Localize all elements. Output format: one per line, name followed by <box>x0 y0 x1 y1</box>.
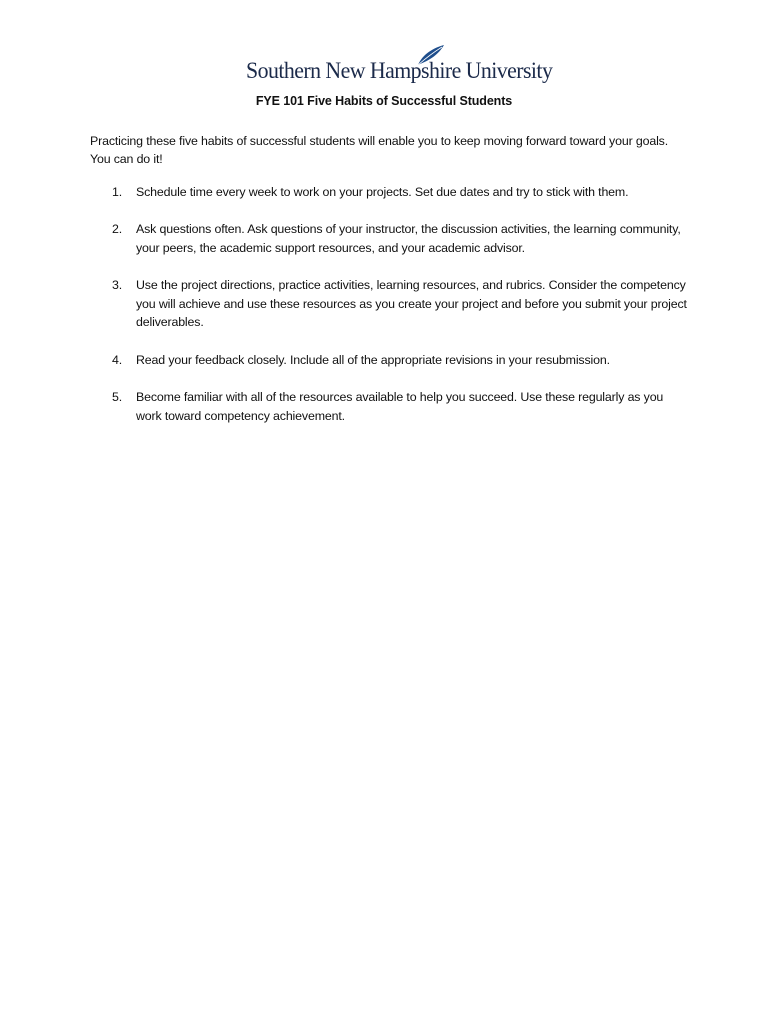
list-item-text: Use the project directions, practice activities, learning resources, and rubrics. Consider the competency you will achieve and use these resources as you create your project and before you submit your project deliverables. <box>136 278 687 330</box>
list-item-number: 4. <box>112 353 123 367</box>
list-item-number: 1. <box>112 185 123 199</box>
university-logo <box>246 44 553 90</box>
list-item-text: Read your feedback closely. Include all of the appropriate revisions in your resubmission. <box>136 353 610 367</box>
list-item <box>90 276 690 332</box>
list-item <box>90 183 628 202</box>
list-item <box>90 388 690 425</box>
list-item <box>90 351 610 370</box>
list-item-text: Become familiar with all of the resources available to help you succeed. Use these regularly as you work toward competency achievement. <box>136 390 664 423</box>
list-item-number: 2. <box>112 222 123 236</box>
list-item <box>90 220 690 257</box>
document-title: FYE 101 Five Habits of Successful Students <box>255 94 513 108</box>
logo-wordmark: Southern New Hampshire University <box>246 58 553 84</box>
list-item-text: Ask questions often. Ask questions of your instructor, the discussion activities, the learning community, your peers, the academic support resources, and your academic advisor. <box>136 222 681 255</box>
list-item-text: Schedule time every week to work on your projects. Set due dates and try to stick with them. <box>136 185 629 199</box>
list-item-number: 5. <box>112 390 123 404</box>
intro-paragraph: Practicing these five habits of successful students will enable you to keep moving forward toward your goals. You can do it! <box>90 134 669 166</box>
list-item-number: 3. <box>112 278 123 292</box>
